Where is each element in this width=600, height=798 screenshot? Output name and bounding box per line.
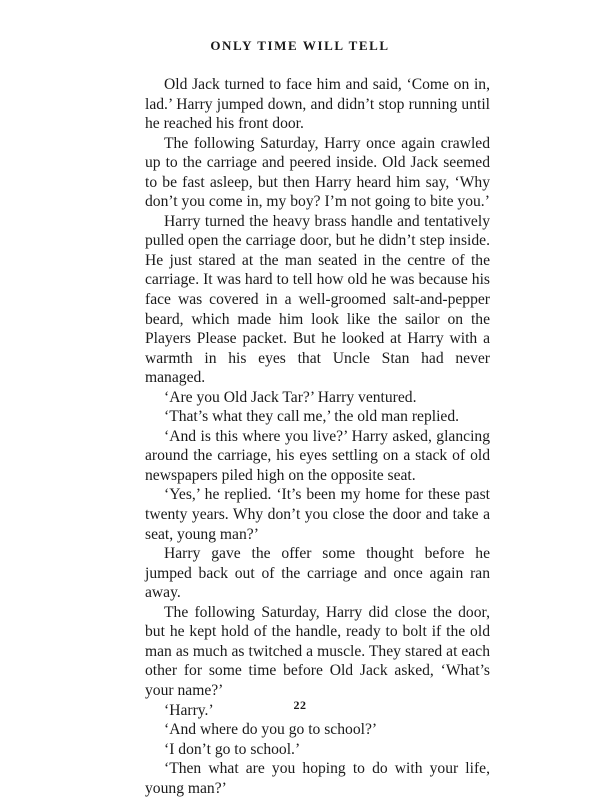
page-number: 22 (293, 698, 307, 712)
paragraph: Harry turned the heavy brass handle and tentatively pulled open the carriage door, but he didn’t step inside. He just stared at the man seated in the centre of the carriage. It was hard to tell how old he was because his face was covered in a well-groomed salt-and-pepper beard, which made him look like the sailor on the Players Please packet. But he looked at Harry with a warmth in his eyes that Uncle Stan had never managed. (145, 212, 490, 387)
paragraph: ‘I don’t go to school.’ (164, 740, 301, 758)
paragraph: ‘Yes,’ he replied. ‘It’s been my home for these past twenty years. Why don’t you close the door and take a seat, young man?’ (145, 486, 490, 543)
paragraph: ‘And where do you go to school?’ (164, 721, 378, 739)
paragraph: The following Saturday, Harry did close the door, but he kept hold of the handle, ready to bolt if the old man as much as twitched a muscle. They stared at each other for some time before Old Jack asked, ‘What’s your name?’ (145, 603, 490, 699)
paragraph: The following Saturday, Harry once again crawled up to the carriage and peered inside. Old Jack seemed to be fast asleep, but then Harry heard him say, ‘Why don’t you come in, my boy? I’m not going to bite you.’ (145, 134, 490, 211)
paragraph: ‘Are you Old Jack Tar?’ Harry ventured. (164, 388, 417, 406)
paragraph: ‘That’s what they call me,’ the old man replied. (164, 408, 460, 426)
running-head: ONLY TIME WILL TELL (210, 38, 390, 53)
paragraph: Harry gave the offer some thought before he jumped back out of the carriage and once again ran away. (145, 545, 490, 602)
paragraph: ‘And is this where you live?’ Harry asked, glancing around the carriage, his eyes settling on a stack of old newspapers piled high on the opposite seat. (145, 427, 490, 484)
paragraph: ‘Then what are you hoping to do with your life, young man?’ (145, 760, 490, 797)
paragraph: Old Jack turned to face him and said, ‘Come on in, lad.’ Harry jumped down, and didn’t stop running until he reached his front door. (145, 76, 490, 133)
paragraph: ‘Harry.’ (164, 701, 214, 719)
body-text (145, 75, 490, 798)
